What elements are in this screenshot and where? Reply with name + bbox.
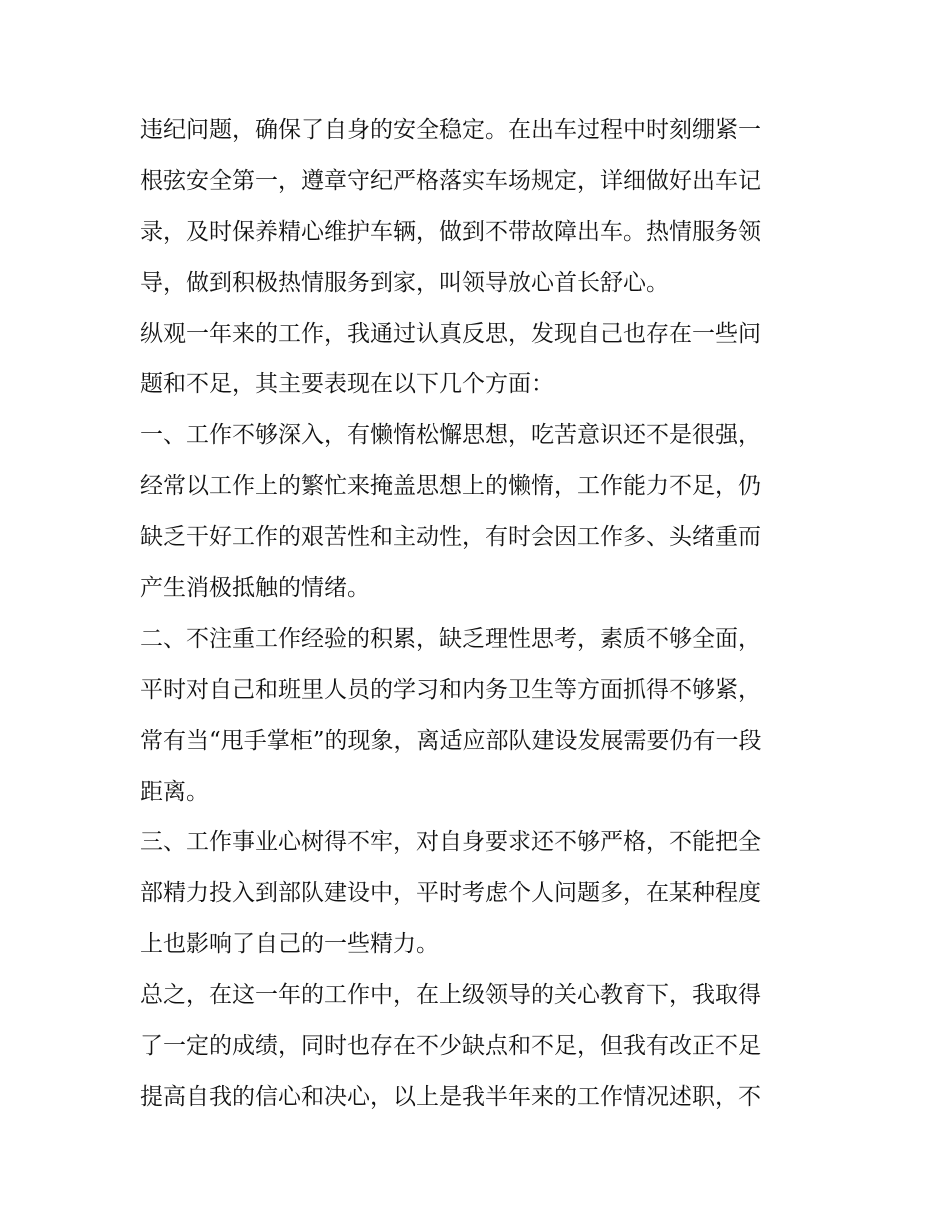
text-line: 经常以工作上的繁忙来掩盖思想上的懒惰，工作能力不足，仍: [140, 473, 761, 500]
text-line: 纵观一年来的工作，我通过认真反思，发现自己也存在一些问: [140, 320, 761, 347]
text-line: 产生消极抵触的情绪。: [140, 575, 370, 602]
text-line: 根弦安全第一，遵章守纪严格落实车场规定，详细做好出车记: [140, 167, 761, 194]
text-line: 总之，在这一年的工作中，在上级领导的关心教育下，我取得: [140, 982, 761, 1009]
text-line: 了一定的成绩，同时也存在不少缺点和不足，但我有改正不足: [140, 1033, 761, 1060]
text-line: 录，及时保养精心维护车辆，做到不带故障出车。热情服务领: [140, 218, 761, 245]
text-line: 提高自我的信心和决心，以上是我半年来的工作情况述职，不: [140, 1083, 761, 1110]
text-line: 平时对自己和班里人员的学习和内务卫生等方面抓得不够紧，: [140, 676, 761, 703]
text-line: 导，做到积极热情服务到家，叫领导放心首长舒心。: [140, 269, 669, 296]
text-line: 一、工作不够深入，有懒惰松懈思想，吃苦意识还不是很强，: [140, 422, 761, 449]
text-line: 缺乏干好工作的艰苦性和主动性，有时会因工作多、头绪重而: [140, 524, 761, 551]
text-line: 常有当“甩手掌柜”的现象，离适应部队建设发展需要仍有一段: [140, 727, 762, 754]
text-line: 题和不足，其主要表现在以下几个方面：: [140, 371, 554, 398]
document-body: [140, 105, 820, 1123]
text-line: 距离。: [140, 778, 209, 805]
text-line: 上也影响了自己的一些精力。: [140, 931, 439, 958]
text-line: 部精力投入到部队建设中，平时考虑个人问题多，在某种程度: [140, 880, 761, 907]
text-line: 违纪问题，确保了自身的安全稳定。在出车过程中时刻绷紧一: [140, 117, 761, 143]
text-line: 三、工作事业心树得不牢，对自身要求还不够严格，不能把全: [140, 829, 761, 856]
text-line: 二、不注重工作经验的积累，缺乏理性思考，素质不够全面，: [140, 625, 761, 652]
